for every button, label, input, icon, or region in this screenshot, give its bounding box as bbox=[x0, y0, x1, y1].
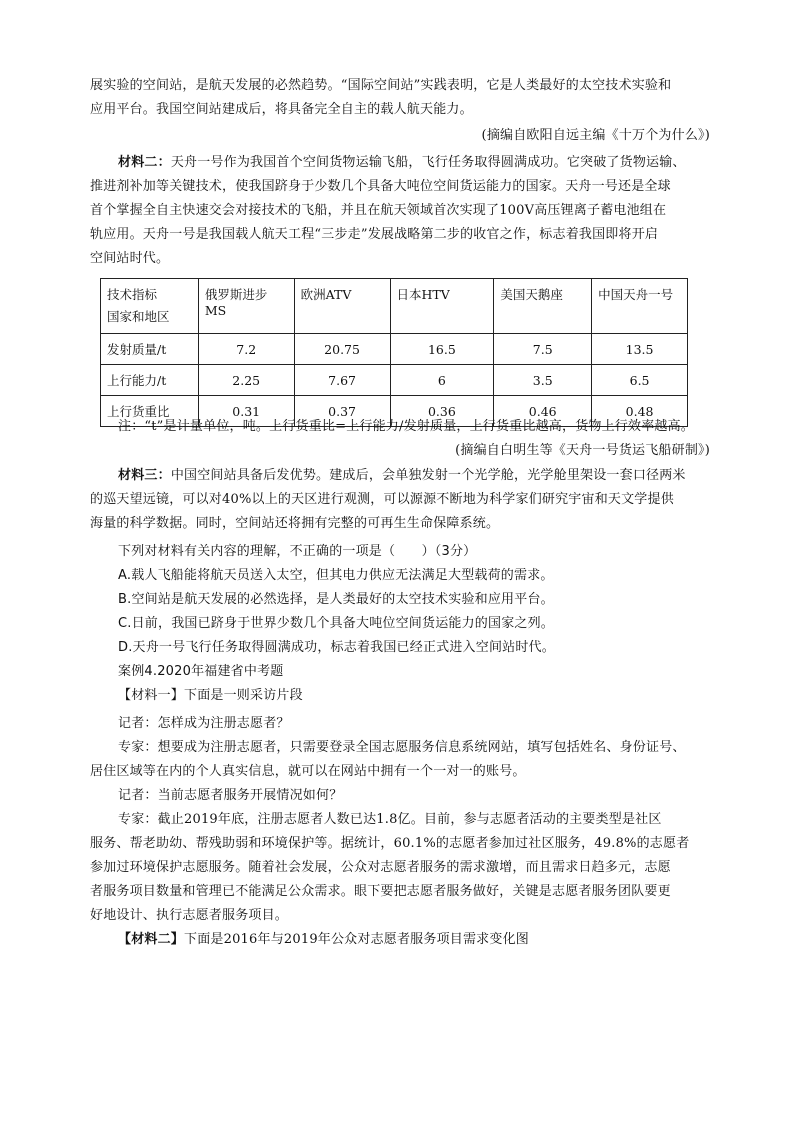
material-two-caption-text: 下面是2016年与2019年公众对志愿者服务项目需求变化图 bbox=[184, 932, 529, 947]
case-title: 案例4.2020年福建省中考题 bbox=[118, 664, 284, 679]
material-two-line-5: 空间站时代。 bbox=[90, 251, 170, 266]
table-cell: 3.5 bbox=[494, 365, 592, 396]
table-cell: 6 bbox=[390, 365, 494, 396]
table-row bbox=[101, 334, 688, 365]
row-label: 上行能力/t bbox=[101, 365, 199, 396]
material-two-text-1: 天舟一号作为我国首个空间货物运输飞船，飞行任务取得圆满成功。它突破了货物运输、 bbox=[170, 155, 686, 170]
table-cell: 0.36 bbox=[390, 396, 494, 427]
material-two-paragraph bbox=[90, 151, 710, 271]
corner-label-metric: 技术指标 bbox=[107, 287, 158, 302]
table-cell: 0.46 bbox=[494, 396, 592, 427]
table-header-cell: 中国天舟一号 bbox=[592, 279, 688, 334]
table-cell: 7.2 bbox=[198, 334, 294, 365]
option-c: C.日前，我国已跻身于世界少数几个具备大吨位空间货运能力的国家之列。 bbox=[118, 616, 555, 631]
expert-answer-2-line-5: 好地设计、执行志愿者服务项目。 bbox=[90, 908, 289, 923]
table-cell: 7.67 bbox=[294, 365, 390, 396]
material-two-line-4: 轨应用。天舟一号是我国载人航天工程“三步走”发展战略第二步的收官之作，标志着我国即将开启 bbox=[90, 227, 659, 242]
table-header-cell: 美国天鹅座 bbox=[494, 279, 592, 334]
question-block bbox=[118, 540, 718, 708]
table-header-cell: 日本HTV bbox=[390, 279, 494, 334]
table-header-cell: 俄罗斯进步MS bbox=[198, 279, 294, 334]
material-two-line-2: 推进剂补加等关键技术，使我国跻身于少数几个具备大吨位空间货运能力的国家。天舟一号还是全球 bbox=[90, 179, 671, 194]
material-two-label: 材料二： bbox=[118, 155, 171, 170]
table-cell: 7.5 bbox=[494, 334, 592, 365]
material-three-text-1: 中国空间站具备后发优势。建成后，会单独发射一个光学舱，光学舱里架设一套口径两米 bbox=[170, 468, 686, 483]
material-two-caption-label: 【材料二】 bbox=[118, 932, 185, 947]
source-citation-2: (摘编自白明生等《天舟一号货运飞船研制》) bbox=[455, 443, 710, 458]
material-three-line-3: 海量的科学数据。同时，空间站还将拥有完整的可再生生命保障系统。 bbox=[90, 516, 500, 531]
interview-block bbox=[90, 712, 710, 952]
intro-line-2: 应用平台。我国空间站建成后，将具备完全自主的载人航天能力。 bbox=[90, 102, 473, 117]
expert-answer-1-line-2: 居住区域等在内的个人真实信息，就可以在网站中拥有一个一对一的账号。 bbox=[90, 764, 526, 779]
table-header-row bbox=[101, 279, 688, 334]
row-label: 发射质量/t bbox=[101, 334, 199, 365]
expert-answer-2-line-3: 参加过环境保护志愿服务。随着社会发展，公众对志愿者服务的需求激增，而且需求日趋多元，志愿 bbox=[90, 860, 671, 875]
option-a: A.载人飞船能将航天员送入太空，但其电力供应无法满足大型载荷的需求。 bbox=[118, 568, 554, 583]
table-cell: 16.5 bbox=[390, 334, 494, 365]
intro-line-1: 展实验的空间站，是航天发展的必然趋势。“国际空间站”实践表明，它是人类最好的太空技术实验和 bbox=[90, 78, 672, 93]
material-three-paragraph bbox=[90, 464, 710, 536]
table-header-cell: 欧洲ATV bbox=[294, 279, 390, 334]
option-d: D.天舟一号飞行任务取得圆满成功，标志着我国已经正式进入空间站时代。 bbox=[118, 640, 555, 655]
corner-label-region: 国家和地区 bbox=[107, 309, 170, 324]
table-cell: 0.31 bbox=[198, 396, 294, 427]
source-citation-1: (摘编自欧阳自远主编《十万个为什么》) bbox=[481, 128, 710, 143]
material-three-line-1 bbox=[90, 464, 710, 488]
material-three-line-2: 的巡天望远镜，可以对40%以上的天区进行观测，可以源源不断地为科学家们研究宇宙和天文学提供 bbox=[90, 492, 674, 507]
row-label: 上行货重比 bbox=[101, 396, 199, 427]
question-stem: 下列对材料有关内容的理解，不正确的一项是（ ）（3分） bbox=[118, 544, 477, 559]
intro-paragraph bbox=[90, 74, 710, 122]
expert-answer-2-line-4: 者服务项目数量和管理已不能满足公众需求。眼下要把志愿者服务做好，关键是志愿者服务团队要更 bbox=[90, 884, 671, 899]
spacecraft-comparison-table bbox=[100, 278, 688, 427]
material-two-line-1 bbox=[90, 151, 710, 175]
reporter-question-2: 记者：当前志愿者服务开展情况如何？ bbox=[118, 788, 343, 803]
table-corner-cell bbox=[101, 279, 199, 334]
table-cell: 13.5 bbox=[592, 334, 688, 365]
table-note: 注：“t”是计量单位，吨。上行货重比=上行能力/发射质量，上行货重比越高，货物上行效率越高。 bbox=[118, 419, 694, 434]
reporter-question-1: 记者：怎样成为注册志愿者？ bbox=[118, 716, 290, 731]
expert-answer-2-line-1: 专家：截止2019年底，注册志愿者人数已达1.8亿。目前，参与志愿者活动的主要类型是社区 bbox=[118, 812, 662, 827]
expert-answer-2-line-2: 服务、帮老助幼、帮残助弱和环境保护等。据统计，60.1%的志愿者参加过社区服务，49.8%的志愿者 bbox=[90, 836, 690, 851]
material-two-line-3: 首个掌握全自主快速交会对接技术的飞船，并且在航天领域首次实现了100V高压锂离子蓄电池组在 bbox=[90, 203, 667, 218]
table-cell: 0.48 bbox=[592, 396, 688, 427]
option-b: B.空间站是航天发展的必然选择，是人类最好的太空技术实验和应用平台。 bbox=[118, 592, 554, 607]
table-cell: 0.37 bbox=[294, 396, 390, 427]
table-row bbox=[101, 365, 688, 396]
table-cell: 20.75 bbox=[294, 334, 390, 365]
table-cell: 6.5 bbox=[592, 365, 688, 396]
material-two-caption bbox=[90, 928, 710, 952]
material-three-label: 材料三： bbox=[118, 468, 171, 483]
table-cell: 2.25 bbox=[198, 365, 294, 396]
expert-answer-1-line-1: 专家：想要成为注册志愿者，只需要登录全国志愿服务信息系统网站，填写包括姓名、身份证号、 bbox=[118, 740, 686, 755]
material-one-header: 【材料一】下面是一则采访片段 bbox=[118, 688, 303, 703]
